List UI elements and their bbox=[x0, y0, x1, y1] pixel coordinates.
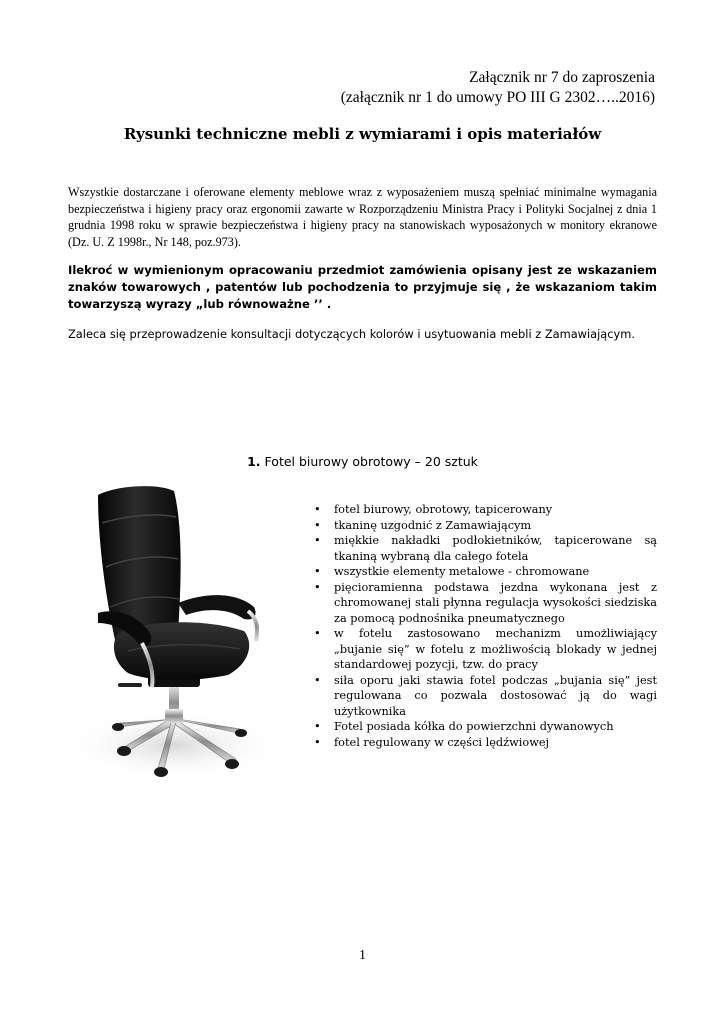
list-item: • wszystkie elementy metalowe - chromowane bbox=[314, 565, 590, 578]
office-chair-image bbox=[58, 483, 290, 783]
page-number: 1 bbox=[359, 948, 366, 963]
bullet-icon: • bbox=[314, 580, 321, 594]
bullet-icon: • bbox=[314, 627, 321, 640]
list-item: • fotel biurowy, obrotowy, tapicerowany bbox=[314, 503, 553, 516]
bullet-icon: • bbox=[314, 673, 321, 687]
consultation-paragraph: Zaleca się przeprowadzenie konsultacji dotyczących kolorów i usytuowania mebli z Zamawiającym. bbox=[68, 327, 636, 341]
bullet-icon: • bbox=[314, 503, 321, 516]
list-item: • pięcioramienna podstawa jezdna wykonana jest z chromowanej stali płynna regulacja wysokości siedziska za pomocą podnośnika pneumatycznego bbox=[314, 580, 657, 625]
trademark-paragraph: Ilekroć w wymienionym opracowaniu przedmiot zamówienia opisany jest ze wskazaniem znaków towarowych , patentów lub pochodzenia to przyjmuje się , że wskazaniom takim towarzyszą wyrazy „lub równoważne ’’ . bbox=[68, 263, 657, 311]
section-title: Fotel biurowy obrotowy – 20 sztuk bbox=[264, 454, 478, 469]
document-header bbox=[341, 68, 655, 108]
list-item: • tkaninę uzgodnić z Zamawiającym bbox=[314, 518, 532, 532]
attachment-label: Załącznik nr 7 do zaproszenia bbox=[469, 69, 655, 86]
bullet-icon: • bbox=[314, 735, 321, 749]
section-number: 1. bbox=[247, 454, 261, 469]
list-item: • fotel regulowany w części lędźwiowej bbox=[314, 735, 550, 749]
page-title: Rysunki techniczne mebli z wymiarami i opis materiałów bbox=[123, 125, 602, 143]
bullet-icon: • bbox=[314, 720, 321, 733]
list-item: • w fotelu zastosowano mechanizm umożliwiający „bujanie się” w fotelu z możliwością blokady w jednej standardowej pozycji, tzw. do pracy bbox=[314, 627, 657, 671]
list-item: • siła oporu jaki stawia fotel podczas „bujania się” jest regulowana co pozwala dostosować ją do wagi użytkownika bbox=[314, 673, 657, 718]
list-item: • Fotel posiada kółka do powierzchni dywanowych bbox=[314, 720, 614, 733]
list-item: • miękkie nakładki podłokietników, tapicerowane są tkaniną wybraną dla całego fotela bbox=[314, 534, 657, 563]
office-chair-photo-icon bbox=[58, 483, 290, 783]
feature-list bbox=[312, 502, 657, 750]
contract-reference: (załącznik nr 1 do umowy PO III G 2302…..2016) bbox=[340, 89, 655, 106]
bullet-icon: • bbox=[314, 565, 321, 578]
intro-paragraph: Wszystkie dostarczane i oferowane elementy meblowe wraz z wyposażeniem muszą spełniać minimalne wymagania bezpieczeństwa i higieny pracy oraz ergonomii zawarte w Rozporządzeniu Ministra Pracy i Polityki Socjalnej z dnia 1 grudnia 1998 roku w sprawie bezpieczeństwa i higieny pracy na stanowiskach wyposażonych w monitory ekranowe (Dz. U. Z 1998r., Nr 148, poz.973). bbox=[68, 185, 657, 249]
section-heading bbox=[0, 454, 725, 469]
bullet-icon: • bbox=[314, 518, 321, 532]
bullet-icon: • bbox=[314, 534, 321, 547]
